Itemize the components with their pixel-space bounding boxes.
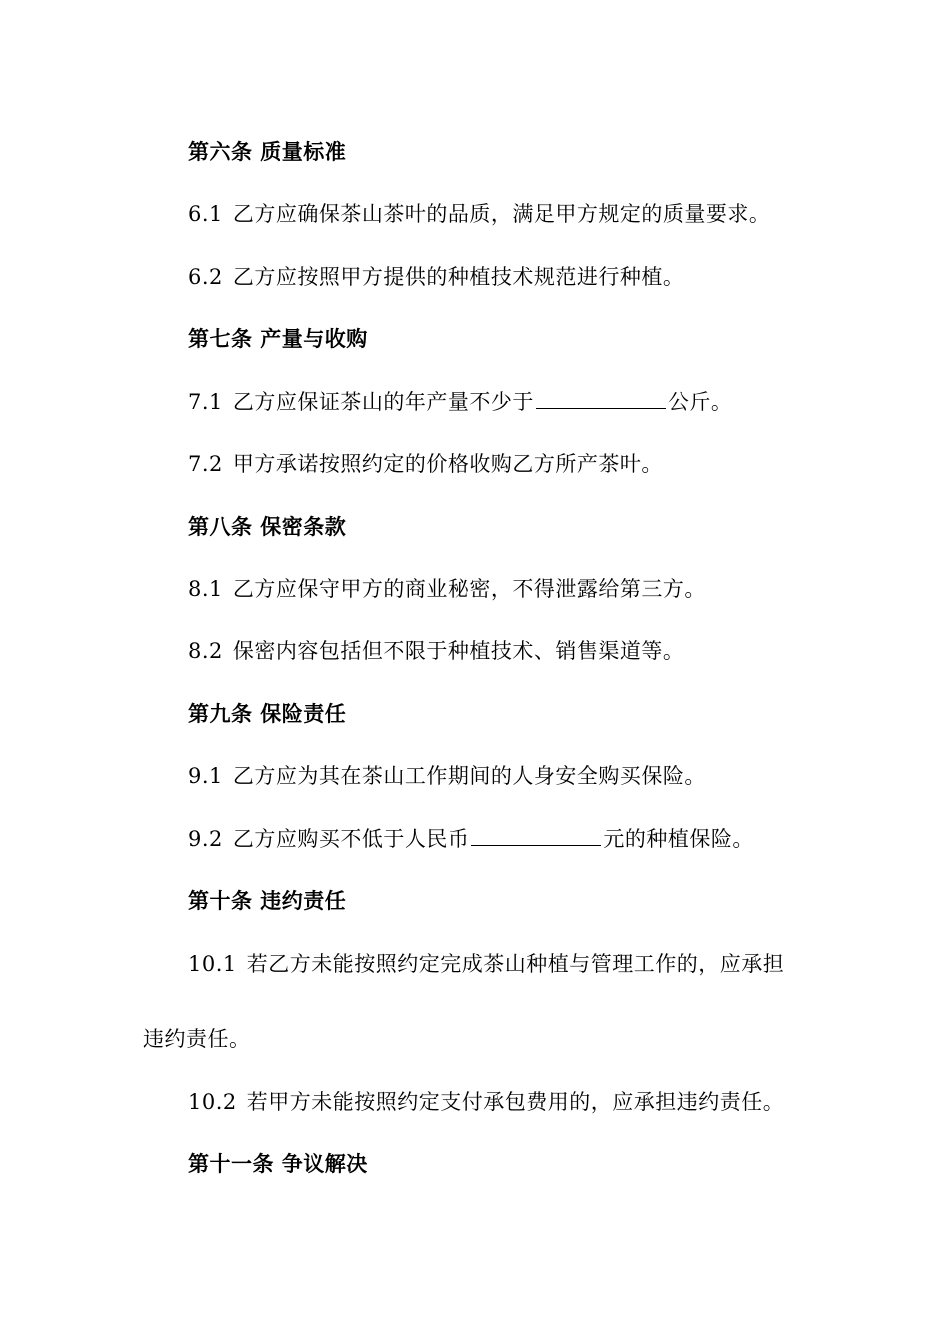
clause-text-after-blank: 公斤。 <box>667 390 733 414</box>
clause-text: 乙方应保守甲方的商业秘密，不得泄露给第三方。 <box>232 577 706 601</box>
clause-number: 8.2 <box>188 639 223 663</box>
clause-number: 7.1 <box>188 390 223 414</box>
clause-text: 甲方承诺按照约定的价格收购乙方所产茶叶。 <box>232 452 663 476</box>
clause-6-2 <box>188 263 684 291</box>
clause-number: 10.2 <box>188 1090 237 1114</box>
clause-number: 9.2 <box>188 827 223 851</box>
clause-7-2 <box>188 450 663 478</box>
clause-text: 保密内容包括但不限于种植技术、销售渠道等。 <box>232 639 685 663</box>
fill-in-blank <box>536 388 666 409</box>
article-11-heading: 第十一条 争议解决 <box>188 1151 368 1176</box>
clause-6-1 <box>188 200 770 228</box>
clause-text: 乙方应按照甲方提供的种植技术规范进行种植。 <box>232 265 685 289</box>
clause-7-1 <box>188 388 732 416</box>
clause-8-2 <box>188 637 684 665</box>
clause-text: 乙方应为其在茶山工作期间的人身安全购买保险。 <box>232 764 706 788</box>
fill-in-blank <box>471 825 601 846</box>
article-9-heading: 第九条 保险责任 <box>188 701 347 726</box>
article-7-heading: 第七条 产量与收购 <box>188 326 368 351</box>
clause-number: 9.1 <box>188 764 223 788</box>
clause-text-before-blank: 乙方应购买不低于人民币 <box>232 827 470 851</box>
clause-number: 10.1 <box>188 952 237 976</box>
clause-number: 6.1 <box>188 202 223 226</box>
clause-9-1 <box>188 762 706 790</box>
clause-number: 6.2 <box>188 265 223 289</box>
article-6-heading: 第六条 质量标准 <box>188 139 347 164</box>
clause-text-before-blank: 乙方应保证茶山的年产量不少于 <box>232 390 534 414</box>
clause-10-1-continuation: 违约责任。 <box>143 1027 251 1051</box>
article-8-heading: 第八条 保密条款 <box>188 514 347 539</box>
clause-text: 乙方应确保茶山茶叶的品质，满足甲方规定的质量要求。 <box>232 202 771 226</box>
clause-text-after-blank: 元的种植保险。 <box>603 827 754 851</box>
clause-number: 8.1 <box>188 577 223 601</box>
clause-text: 若乙方未能按照约定完成茶山种植与管理工作的，应承担 <box>246 952 785 976</box>
clause-10-2 <box>188 1088 784 1116</box>
clause-10-1 <box>188 950 784 978</box>
clause-number: 7.2 <box>188 452 223 476</box>
clause-8-1 <box>188 575 706 603</box>
clause-text: 若甲方未能按照约定支付承包费用的，应承担违约责任。 <box>246 1090 785 1114</box>
article-10-heading: 第十条 违约责任 <box>188 888 347 913</box>
clause-9-2 <box>188 825 754 853</box>
